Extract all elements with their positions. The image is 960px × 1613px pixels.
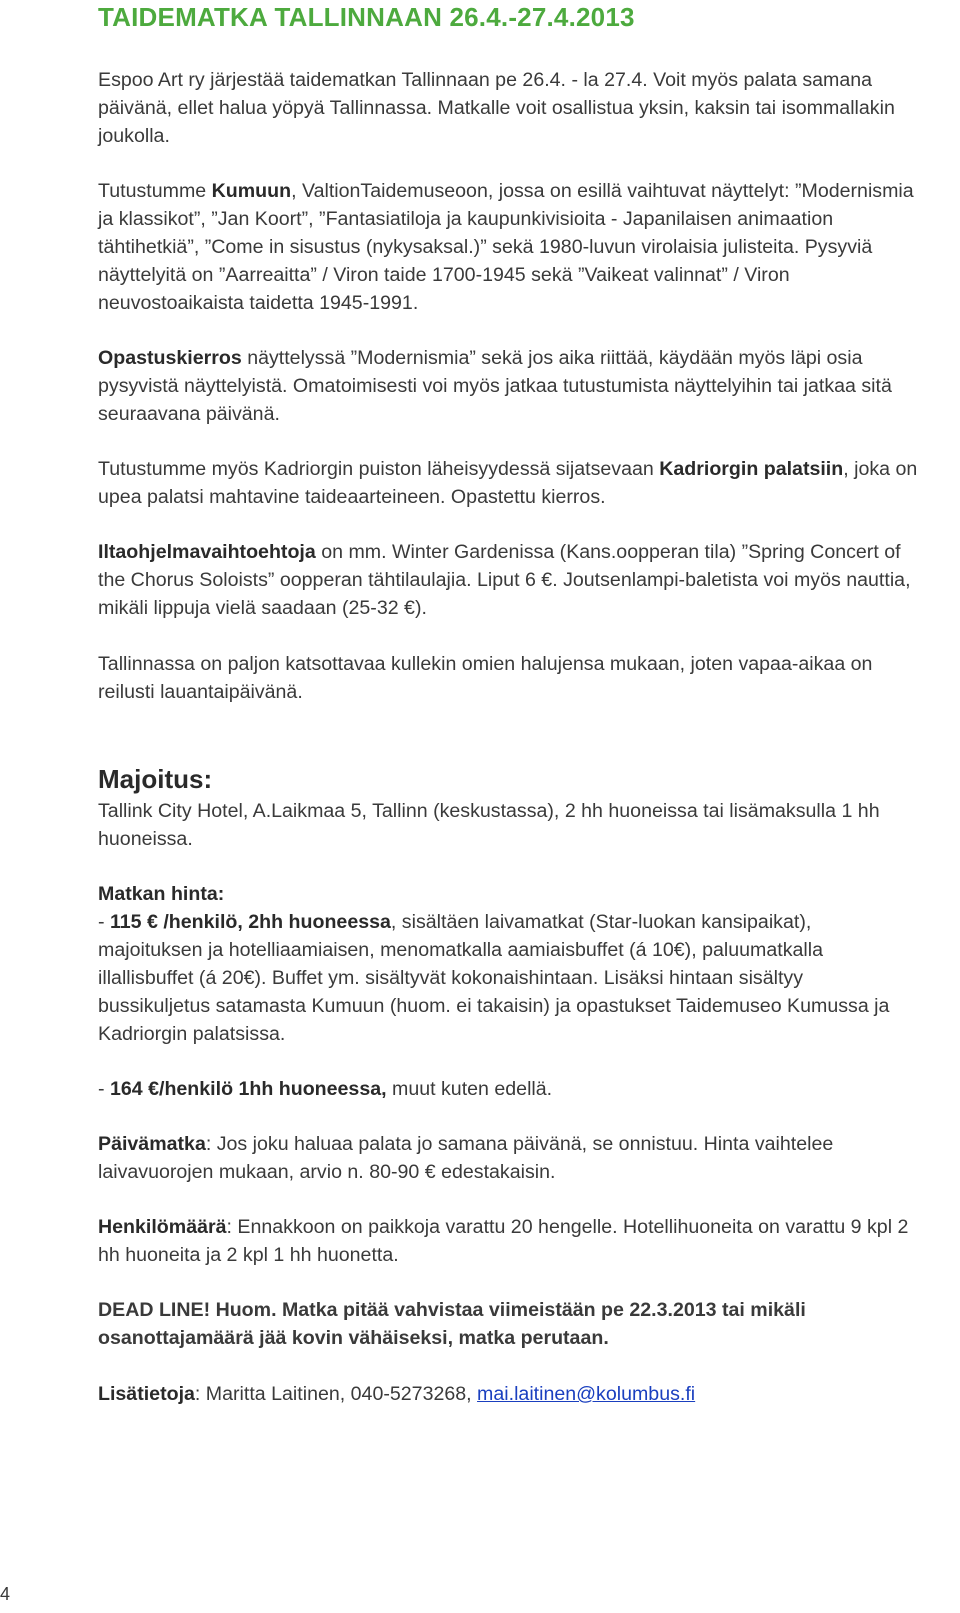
tallinna-paragraph: Tallinnassa on paljon katsottavaa kullekin omien halujensa mukaan, joten vapaa-aikaa on reilusti lauantaipäivänä.: [98, 653, 873, 703]
ilta-bold: Iltaohjelmavaihtoehtoja: [98, 541, 316, 563]
hinta-p2-post: muut kuten edellä.: [386, 1078, 553, 1100]
henkilo-post: : Ennakkoon on paikkoja varattu 20 hengelle. Hotellihuoneita on varattu 9 kpl 2 hh huoneita ja 2 kpl 1 hh huonetta.: [98, 1216, 909, 1266]
hinta-paragraph-2: [98, 1075, 918, 1103]
page-number: 4: [0, 1584, 11, 1604]
kadriorg-bold: Kadriorgin palatsiin: [659, 458, 844, 480]
henkilomaara-paragraph: [98, 1213, 918, 1269]
ilta-paragraph: [98, 538, 918, 622]
kumu-pre: Tutustumme: [98, 180, 212, 202]
majoitus-text: Tallink City Hotel, A.Laikmaa 5, Tallinn (keskustassa), 2 hh huoneissa tai lisämaksulla 1 hh huoneissa.: [98, 800, 880, 850]
kumu-paragraph: [98, 177, 918, 317]
hinta-p2-bold: 164 €/henkilö 1hh huoneessa,: [109, 1078, 387, 1100]
lisa-post: : Maritta Laitinen, 040-5273268,: [194, 1383, 478, 1405]
lisa-bold: Lisätietoja: [98, 1383, 195, 1405]
intro-paragraph: Espoo Art ry järjestää taidematkan Tallinnaan pe 26.4. - la 27.4. Voit myös palata samana päivänä, ellet halua yöpyä Tallinnassa. Matkalle voit osallistua yksin, kaksin tai isommallakin joukolla.: [98, 69, 895, 147]
hinta-paragraph-1: [98, 908, 918, 1048]
ilta-post: on mm. Winter Gardenissa (Kans.oopperan tila) ”Spring Concert of the Chorus Soloists” oopperan tähtilaulajia. Liput 6 €. Joutsenlampi-baletista voi myös nauttia, mikäli lippuja vielä saadaan (25-32 €).: [98, 541, 911, 619]
email-link[interactable]: mai.laitinen@kolumbus.fi: [477, 1383, 696, 1405]
contact-paragraph: [98, 1380, 918, 1408]
opastus-paragraph: [98, 344, 918, 428]
hinta-p1-post: , sisältäen laivamatkat (Star-luokan kansipaikat), majoituksen ja hotelliaamiaisen, menomatkalla aamiaisbuffet (á 10€), paluumatkalla illallisbuffet (á 20€). Buffet ym. sisältyvät kokonaishintaan. Lisäksi hintaan sisältyy bussikuljetus satamasta Kumuun (huom. ei takaisin) ja opastukset Taidemuseo Kumussa ja Kadriorgin palatsissa.: [98, 911, 890, 1045]
opastus-bold: Opastuskierros: [98, 347, 242, 369]
kumu-bold: Kumuun: [211, 180, 292, 202]
page-title: TAIDEMATKA TALLINNAAN 26.4.-27.4.2013: [98, 2, 635, 32]
kadriorg-pre: Tutustumme myös Kadriorgin puiston läheisyydessä sijatsevaan: [98, 458, 660, 480]
henkilo-bold: Henkilömäärä: [98, 1216, 227, 1238]
paivamatka-paragraph: [98, 1130, 918, 1186]
kadriorg-post: , joka on upea palatsi mahtavine taideaarteineen. Opastettu kierros.: [98, 458, 918, 508]
paiva-post: : Jos joku haluaa palata jo samana päivänä, se onnistuu. Hinta vaihtelee laivavuorojen mukaan, arvio n. 80-90 € edestakaisin.: [98, 1133, 834, 1183]
kumu-post: , ValtionTaidemuseoon, jossa on esillä vaihtuvat näyttelyt: ”Modernismia ja klassikot”, ”Jan Koort”, ”Fantasiatiloja ja kaupunkivisioita - Japanilaisen animaation tähtihetkiä”, ”Come in sisustus (nykysaksal.)” sekä 1980-luvun virolaisia julisteita. Pysyviä näyttelyitä on ”Aarreaitta” / Viron taide 1700-1945 sekä ”Vaikeat valinnat” / Viron neuvostoaikaista taidetta 1945-1991.: [98, 180, 914, 314]
opastus-post: näyttelyssä ”Modernismia” sekä jos aika riittää, käydään myös läpi osia pysyvistä näyttelyistä. Omatoimisesti voi myös jatkaa tutustumista näyttelyihin tai jatkaa sitä seuraavana päivänä.: [98, 347, 892, 425]
hinta-p1-bold: 115 € /henkilö, 2hh huoneessa: [109, 911, 391, 933]
hinta-p1-pre: -: [98, 911, 110, 933]
hinta-heading: [98, 880, 918, 908]
majoitus-heading: Majoitus:: [98, 764, 213, 794]
hinta-p2-pre: -: [98, 1078, 110, 1100]
paiva-bold: Päivämatka: [98, 1133, 206, 1155]
deadline-notice: DEAD LINE! Huom. Matka pitää vahvistaa viimeistään pe 22.3.2013 tai mikäli osanottajamäärä jää kovin vähäiseksi, matka perutaan.: [98, 1299, 806, 1349]
hinta-heading-text: Matkan hinta:: [98, 883, 225, 905]
kadriorg-paragraph: [98, 455, 918, 511]
